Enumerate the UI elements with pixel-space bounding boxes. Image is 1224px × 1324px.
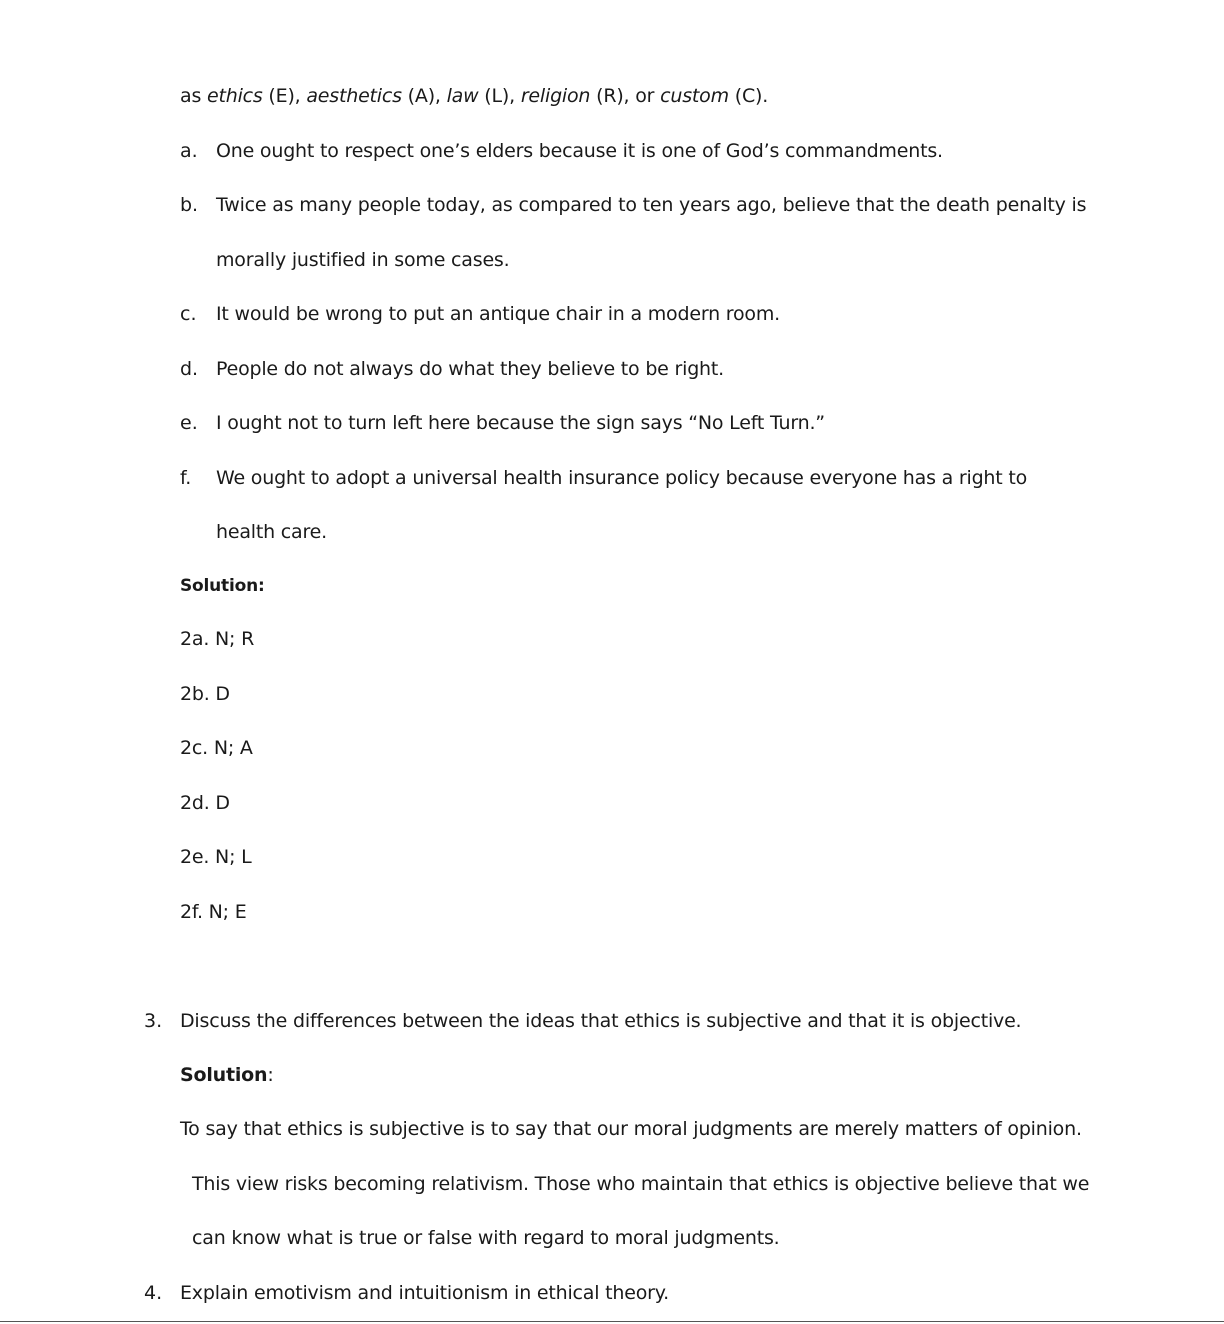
solution-label (180, 1063, 274, 1087)
answer-line: 2f. N; E (180, 901, 247, 923)
solution-label-text: Solution (180, 1064, 268, 1086)
term-religion: religion (520, 85, 591, 107)
item-marker: f. (180, 467, 192, 489)
answer-line: 2e. N; L (180, 846, 252, 868)
page-bottom-border (0, 1321, 1224, 1322)
solution-heading: Solution: (180, 576, 265, 596)
item-marker: a. (180, 140, 198, 162)
term-custom: custom (660, 85, 729, 107)
answer-line: 2b. D (180, 683, 230, 705)
answer-line: 2d. D (180, 792, 230, 814)
term-law: law (446, 85, 479, 107)
answer-paragraph-line: To say that ethics is subjective is to say that our moral judgments are merely matters of opinion. (180, 1118, 1082, 1140)
list-item-text: I ought not to turn left here because the sign says “No Left Turn.” (216, 412, 825, 434)
intro-text: as (180, 85, 207, 107)
item-marker: c. (180, 303, 197, 325)
item-marker: b. (180, 194, 199, 216)
code-a: (A), (401, 85, 447, 107)
code-r: (R), or (590, 85, 661, 107)
item-marker: e. (180, 412, 198, 434)
list-item-text: We ought to adopt a universal health insurance policy because everyone has a right to (216, 467, 1028, 489)
list-item-text: It would be wrong to put an antique chair in a modern room. (216, 303, 780, 325)
list-item-text: health care. (216, 521, 327, 543)
list-item-text: One ought to respect one’s elders because it is one of God’s commandments. (216, 140, 943, 162)
question-text: Explain emotivism and intuitionism in ethical theory. (180, 1282, 669, 1304)
term-ethics: ethics (206, 85, 263, 107)
code-e: (E), (262, 85, 307, 107)
code-l: (L), (478, 85, 521, 107)
answer-line: 2c. N; A (180, 737, 253, 759)
answer-paragraph-line: This view risks becoming relativism. Those who maintain that ethics is objective believe that we (192, 1173, 1090, 1195)
question-number: 4. (144, 1282, 163, 1304)
intro-line (180, 84, 768, 108)
list-item-text: morally justified in some cases. (216, 249, 510, 271)
list-item-text: Twice as many people today, as compared to ten years ago, believe that the death penalty is (216, 194, 1087, 216)
code-c: (C). (728, 85, 769, 107)
list-item-text: People do not always do what they believe to be right. (216, 358, 724, 380)
answer-line: 2a. N; R (180, 628, 255, 650)
term-aesthetics: aesthetics (306, 85, 402, 107)
item-marker: d. (180, 358, 199, 380)
question-text: Discuss the differences between the ideas that ethics is subjective and that it is objective. (180, 1010, 1022, 1032)
solution-colon: : (267, 1064, 274, 1086)
answer-paragraph-line: can know what is true or false with regard to moral judgments. (192, 1227, 780, 1249)
question-number: 3. (144, 1010, 163, 1032)
